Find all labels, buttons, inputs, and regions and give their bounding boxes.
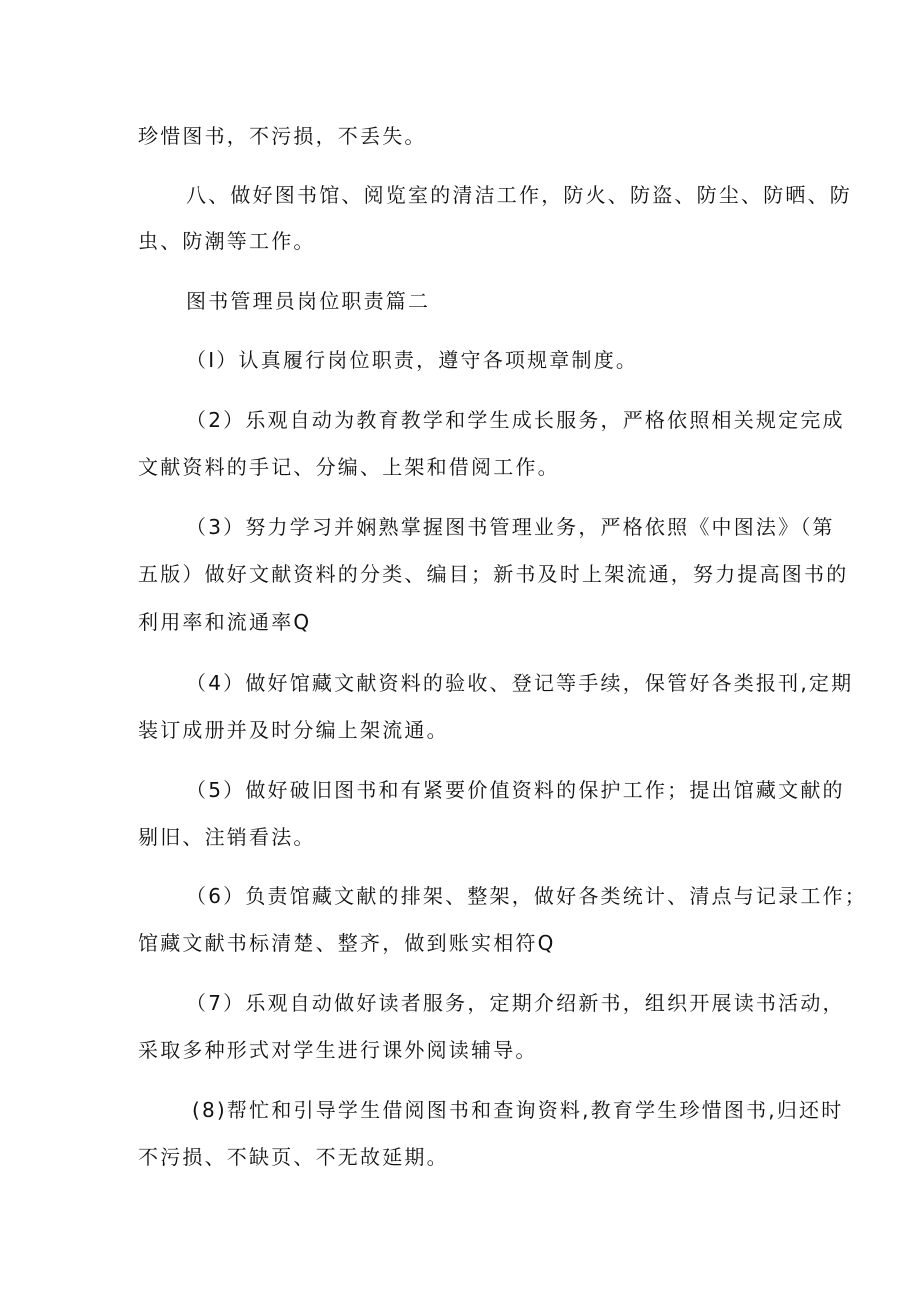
item-5-line-2: 剔旧、注销看法。 bbox=[138, 825, 316, 849]
item-7-line-2: 采取多种形式对学生进行课外阅读辅导。 bbox=[138, 1038, 538, 1062]
item-3-line-1: （3）努力学习并娴熟掌握图书管理业务，严格依照《中图法》（第 bbox=[186, 515, 835, 539]
item-4-line-2: 装订成册并及时分编上架流通。 bbox=[138, 718, 449, 742]
item-7-line-1: （7）乐观自动做好读者服务，定期介绍新书，组织开展读书活动， bbox=[186, 991, 845, 1015]
section-eight-line-2: 虫、防潮等工作。 bbox=[138, 229, 316, 253]
text-line: 珍惜图书，不污损，不丢失。 bbox=[138, 124, 427, 148]
item-8-line-1: (8)帮忙和引导学生借阅图书和查询资料,教育学生珍惜图书,归还时 bbox=[192, 1098, 844, 1122]
item-6-line-1: （6）负责馆藏文献的排架、整架，做好各类统计、清点与记录工作； bbox=[186, 884, 867, 908]
item-8-line-2: 不污损、不缺页、不无故延期。 bbox=[138, 1145, 449, 1169]
item-5-line-1: （5）做好破旧图书和有紧要价值资料的保护工作；提出馆藏文献的 bbox=[186, 778, 845, 802]
item-6-line-2: 馆藏文献书标清楚、整齐，做到账实相符Q bbox=[138, 931, 556, 955]
section-eight-line-1: 八、做好图书馆、阅览室的清洁工作，防火、防盗、防尘、防晒、防 bbox=[186, 183, 852, 207]
item-1-line-1: （I）认真履行岗位职责，遵守各项规章制度。 bbox=[186, 348, 639, 372]
item-4-line-1: （4）做好馆藏文献资料的验收、登记等手续，保管好各类报刊,定期 bbox=[186, 671, 854, 695]
item-3-line-2: 五版）做好文献资料的分类、编目；新书及时上架流通，努力提高图书的 bbox=[138, 562, 849, 586]
item-2-line-2: 文献资料的手记、分编、上架和借阅工作。 bbox=[138, 455, 560, 479]
item-2-line-1: （2）乐观自动为教育教学和学生成长服务，严格依照相关规定完成 bbox=[186, 408, 845, 432]
section-heading: 图书管理员岗位职责篇二 bbox=[186, 289, 431, 313]
item-3-line-3: 利用率和流通率Q bbox=[138, 610, 312, 634]
